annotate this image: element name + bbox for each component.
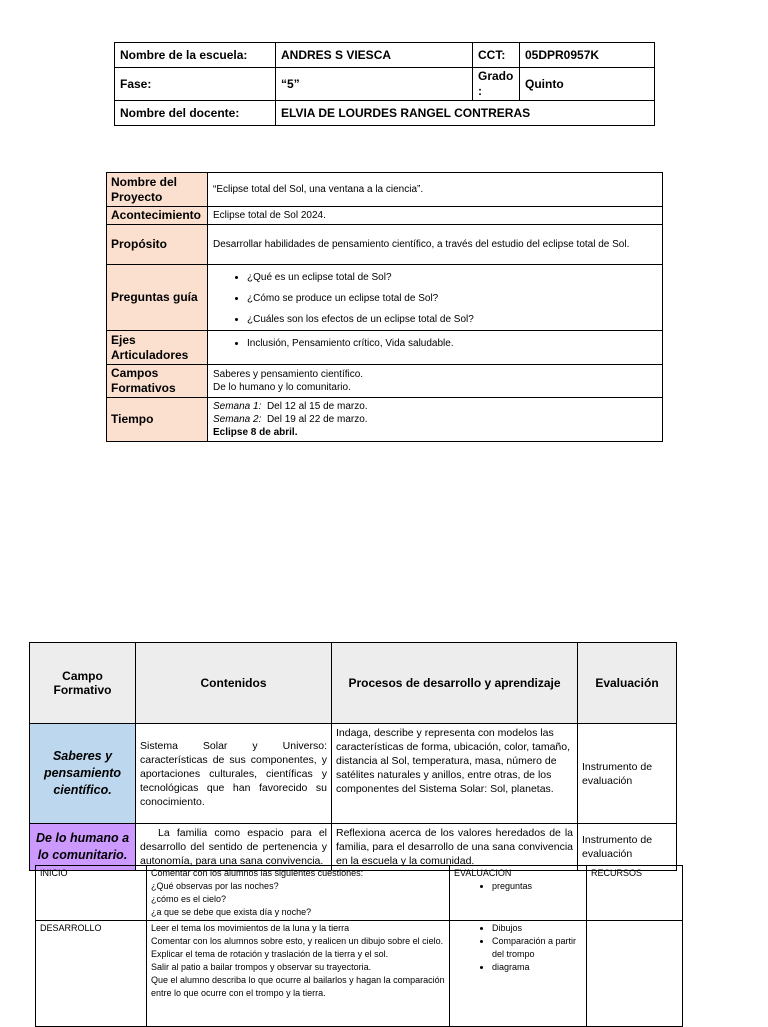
semana-2-value: Del 19 al 22 de marzo. bbox=[266, 414, 368, 425]
inicio-line: ¿Qué observas por las noches? bbox=[151, 881, 279, 891]
desarrollo-line: Que el alumno describa lo que ocurre al bailarlos y hagan la comparación entre lo que ocurre con el trompo y la tierra. bbox=[151, 975, 445, 998]
desarrollo-recursos bbox=[587, 921, 683, 1027]
header-evaluacion: Evaluación bbox=[578, 643, 677, 724]
project-name-value: “Eclipse total del Sol, una ventana a la ciencia”. bbox=[208, 173, 663, 207]
school-name-label: Nombre de la escuela: bbox=[115, 43, 276, 68]
inicio-evaluacion bbox=[450, 866, 587, 921]
inicio-line: Comentar con los alumnos las siguientes cuestiones: bbox=[151, 868, 364, 878]
desarrollo-line: Explicar el tema de rotación y traslación de la tierra y el sol. bbox=[151, 949, 389, 959]
evaluacion-label: EVALUACION bbox=[454, 868, 512, 878]
pregunta-item: • ¿Cuáles son los efectos de un eclipse total de Sol? bbox=[247, 313, 657, 326]
inicio-activities bbox=[147, 866, 450, 921]
header-procesos: Procesos de desarrollo y aprendizaje bbox=[332, 643, 578, 724]
campo-humano: De lo humano a lo comunitario. bbox=[30, 824, 136, 871]
school-info-table bbox=[114, 42, 655, 126]
semana-1-label: Semana 1: bbox=[213, 401, 262, 412]
project-name-label: Nombre del Proyecto bbox=[107, 173, 208, 207]
curriculum-table bbox=[29, 642, 677, 871]
eval-item: • Comparación a partir del trompo bbox=[492, 935, 582, 961]
evaluacion-saberes: Instrumento de evaluación bbox=[578, 724, 677, 824]
pregunta-item: • ¿Cómo se produce un eclipse total de Sol? bbox=[247, 292, 657, 305]
recursos-cell bbox=[587, 866, 683, 921]
acontecimiento-label: Acontecimiento bbox=[107, 207, 208, 225]
inicio-line: ¿cómo es el cielo? bbox=[151, 894, 227, 904]
semana-1-value: Del 12 al 15 de marzo. bbox=[266, 401, 368, 412]
inicio-line: ¿a que se debe que exista día y noche? bbox=[151, 907, 312, 917]
semana-2-label: Semana 2: bbox=[213, 414, 262, 425]
tiempo-value bbox=[208, 398, 663, 442]
proceso-humano: Reflexiona acerca de los valores heredados de la familia, para el desarrollo de una sana convivencia en la escuela y la comunidad. bbox=[332, 824, 578, 871]
cct-value: 05DPR0957K bbox=[520, 43, 655, 68]
docente-value: ELVIA DE LOURDES RANGEL CONTRERAS bbox=[276, 101, 655, 126]
fase-value: “5” bbox=[276, 68, 473, 101]
inicio-label: INICIO bbox=[36, 866, 147, 921]
ejes-label: Ejes Articuladores bbox=[107, 331, 208, 365]
campo-line: Saberes y pensamiento científico. bbox=[213, 369, 364, 380]
desarrollo-line: Leer el tema los movimientos de la luna y la tierra bbox=[151, 923, 350, 933]
docente-label: Nombre del docente: bbox=[115, 101, 276, 126]
desarrollo-activities bbox=[147, 921, 450, 1027]
proposito-label: Propósito bbox=[107, 225, 208, 265]
campos-value bbox=[208, 365, 663, 398]
eval-item: • preguntas bbox=[492, 880, 582, 893]
semana-2 bbox=[213, 413, 657, 426]
preguntas-label: Preguntas guía bbox=[107, 265, 208, 331]
evaluacion-humano: Instrumento de evaluación bbox=[578, 824, 677, 871]
inicio-eval-list bbox=[454, 880, 582, 893]
eclipse-date: Eclipse 8 de abril. bbox=[213, 427, 298, 438]
proceso-saberes: Indaga, describe y representa con modelos las características de forma, ubicación, color, tamaño, distancia al Sol, temperatura, masa, número de satélites naturales y anillos, entre otras, de los componentes del Sistema Solar: Sol, planetas. bbox=[332, 724, 578, 824]
contenido-humano: La familia como espacio para el desarrollo del sentido de pertenencia y autonomía, para una sana convivencia. bbox=[136, 824, 332, 871]
header-contenidos: Contenidos bbox=[136, 643, 332, 724]
sequence-table bbox=[35, 865, 683, 1027]
campos-label: Campos Formativos bbox=[107, 365, 208, 398]
fase-label: Fase: bbox=[115, 68, 276, 101]
eval-item: • diagrama bbox=[492, 961, 582, 974]
tiempo-label: Tiempo bbox=[107, 398, 208, 442]
grado-label: Grado : bbox=[473, 68, 520, 101]
header-campo: Campo Formativo bbox=[30, 643, 136, 724]
campo-saberes: Saberes y pensamiento científico. bbox=[30, 724, 136, 824]
pregunta-item: • ¿Qué es un eclipse total de Sol? bbox=[247, 271, 657, 284]
eje-item: • Inclusión, Pensamiento crítico, Vida saludable. bbox=[247, 337, 657, 350]
eval-item: • Dibujos bbox=[492, 922, 582, 935]
cct-label: CCT: bbox=[473, 43, 520, 68]
project-table bbox=[106, 172, 663, 442]
desarrollo-evaluacion bbox=[450, 921, 587, 1027]
recursos-label: RECURSOS bbox=[591, 868, 643, 878]
campo-line: De lo humano y lo comunitario. bbox=[213, 382, 351, 393]
grado-value: Quinto bbox=[520, 68, 655, 101]
school-name-value: ANDRES S VIESCA bbox=[276, 43, 473, 68]
preguntas-list bbox=[213, 271, 657, 326]
semana-1 bbox=[213, 400, 657, 413]
acontecimiento-value: Eclipse total de Sol 2024. bbox=[208, 207, 663, 225]
desarrollo-line: Comentar con los alumnos sobre esto, y realicen un dibujo sobre el cielo. bbox=[151, 936, 444, 946]
desarrollo-line: Salir al patio a bailar trompos y observar su trayectoria. bbox=[151, 962, 372, 972]
ejes-list bbox=[213, 337, 657, 350]
desarrollo-eval-list bbox=[454, 922, 582, 974]
contenido-saberes: Sistema Solar y Universo: características de sus componentes, y aportaciones culturales, científicas y tecnológicas que han favorecido su conocimiento. bbox=[136, 724, 332, 824]
preguntas-value bbox=[208, 265, 663, 331]
proposito-value: Desarrollar habilidades de pensamiento científico, a través del estudio del eclipse total de Sol. bbox=[208, 225, 663, 265]
ejes-value bbox=[208, 331, 663, 365]
desarrollo-label: DESARROLLO bbox=[36, 921, 147, 1027]
